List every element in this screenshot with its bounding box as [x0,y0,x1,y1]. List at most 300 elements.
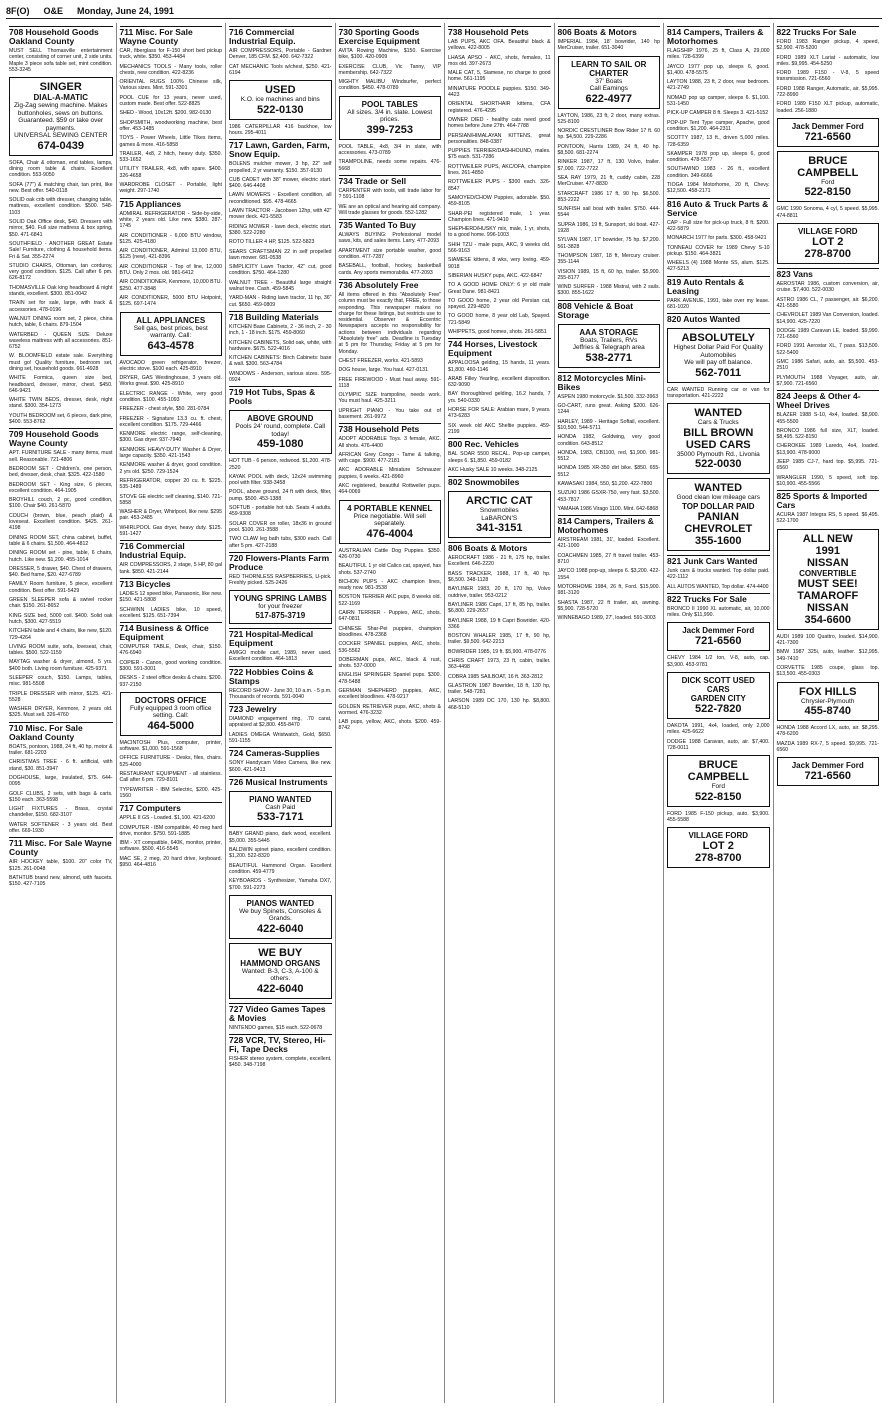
classified-ad: GREEN SLEEPER sofa & swivel rocker chair. $150. 261-8652 [9,597,113,610]
classified-ad: VISION 1989, 15 ft, 60 hp, trailer. $5,900. 255-8177 [557,268,660,281]
classified-ad: WHEELS (4) 1988 Monte SS, alum. $125. 427-5213 [667,260,770,273]
classified-ad: BLAZER 1988 S-10, 4x4, loaded. $8,900. 455-5500 [776,412,879,425]
classified-ad: ARAB Filley Yearling, excellent disposition. 632-9090 [448,375,551,389]
display-ad-box [777,223,880,264]
classified-ad: SIAMESE kittens, 8 wks, very loving. 459-9018 [448,257,551,270]
display-ad-line: Wanted: B-3, C-3, A-100 & others. [241,967,319,983]
display-ad-line: 459-1080 [257,438,304,451]
classified-ad: YARD-MAN - Riding lawn tractor, 11 hp, 36" cut. $650. 459-0809 [229,295,332,308]
classified-ad: WASHER & Dryer, Whirlpool, like new. $295 pair. 453-2485 [119,509,222,522]
issue-date: Monday, June 24, 1991 [77,6,174,16]
classified-ad: KING SIZE bed, 5000 coil. $400. Solid oak hutch, $300. 427-5519 [9,612,113,625]
classified-ad: WIND SURFER - 1988 Mistral, with 2 sails. $300. 855-1622 [557,284,660,297]
classified-ad: AEROCRAFT 1986 - 21 ft, 175 hp, trailer. Excellent. 646-2220 [448,555,551,568]
display-ad-line: CONVERTIBLE [799,568,857,578]
classified-ad: SHEPHERD/HUSKY mix, male, 1 yr, shots, to a good home. 996-1003 [448,226,551,239]
classified-ad: BOSTON TERRIER AKC pups, 8 weeks old. 522-1169 [338,594,441,607]
classified-ad: WARDROBE CLOSET - Portable, light weight. 297-1740 [119,182,222,195]
display-ad-line: 1991 [815,544,840,557]
display-ad-line: TAMAROFF [797,589,859,602]
section-heading: 808 Vehicle & Boat Storage [558,300,661,320]
display-ad-line: ALL NEW [802,532,853,545]
section-heading: 821 Junk Cars Wanted [667,555,770,566]
classified-ad: TWO CLAW leg bath tubs, $300 each. Call after 5 pm. 427-2188 [229,536,332,549]
classified-ad: POP-UP Tent Type camper, Apache, good condition. $1,200. 464-2311 [667,119,770,132]
display-ad-line: All sizes. 3/4 in. slate. Lowest prices. [347,108,433,124]
classified-ad: UPRIGHT PIANO - You take out of basement. 261-9972 [338,407,441,420]
display-ad-box [229,791,332,828]
display-ad-line: 721-6560 [804,770,851,783]
classified-ad: WHITE Formica, queen size bed, headboard, dresser, mirror, chest. $450. 646-9421 [9,375,113,394]
classified-ad: RESTAURANT EQUIPMENT - all stainless. Call after 6 pm. 729-8101 [119,771,222,784]
classified-ad: BOLENS mulcher mower, 3 hp, 22" self propelled, 2 yr warranty. $150. 357-9130 [229,161,332,174]
display-ad-line: CAMPBELL [797,166,859,179]
classified-ad: KITCHEN table and 4 chairs, like new, $120. 729-4264 [9,628,113,641]
classified-ad: LIGHT FIXTURES - Brass, crystal chandelier, $150. 682-3107 [9,806,113,819]
classified-ad: DESKS - 2 steel office desks & chairs. $200. 937-2150 [119,675,222,688]
classified-ad: ADOPT ADORABLE Toys. 3 female, AKC. All shots. 476-4400 [338,436,441,449]
section-heading: 717 Computers [120,802,223,813]
classified-ad: CAT MECHANIC Tools w/chest, $250. 421-6194 [229,63,332,76]
display-ad-line: 455-8740 [804,705,851,718]
classified-ad: CAR, fiberglass for F-150 short bed pickup truck, white. $350. 453-4484 [119,48,222,61]
display-ad-line: We will pay off balance. [684,359,753,367]
classified-ad: FORD 1989 F150 XLT pickup, automatic, loaded. 256-1880 [776,101,879,114]
display-ad-line: FOX HILLS [799,685,857,698]
classified-ad: FORD 1983 Ranger pickup, 4 speed, $2,900. 478-5200 [776,39,879,52]
classified-ad: HOT TUB - 6 person, redwood. $1,200. 478-2520 [229,458,332,471]
classified-ad: OFFICE FURNITURE - Desks, files, chairs. 525-4000 [119,755,222,768]
classified-column [554,23,664,1403]
display-ad-line: Good clean low mileage cars [676,494,760,502]
classified-ad: AKC ADORABLE Miniature Schnauzer puppies, 6 weeks. 421-8960 [338,467,441,480]
display-ad-line: Chrysler-Plymouth [801,697,855,705]
section-heading: 735 Wanted To Buy [339,219,442,230]
display-ad-box [777,529,880,630]
classified-ad: STARCRAFT 1986 17 ft, 90 hp. $6,500. 853-2222 [557,190,660,203]
display-ad-box [229,590,332,624]
classified-ad: MACINTOSH Plus, computer, printer, software. $1,000. 591-1568 [119,739,222,753]
classified-ad: AIR CONDITIONER, Kenmore, 10,000 BTU. $250. 477-3848 [119,279,222,292]
display-ad-line: SINGER [39,81,82,94]
classified-ad: NOMAD pop up camper, sleeps 6. $1,100. 531-1450 [667,94,770,108]
classified-ad: DOG house, large. You haul. 427-0131 [338,367,428,374]
classified-ad: KITCHEN CABINETS, Solid oak, white, with hardware. $675. 522-4016 [229,339,332,352]
classified-ad: TOYS - Power Wheels, Little Tikes items, games & more. 416-5858 [119,135,222,148]
display-ad-box [667,755,770,807]
classified-ad: ELECTRIC RANGE - White, very good condition. $100. 455-1093 [119,390,222,403]
display-ad-box [667,478,770,551]
classified-column [6,23,116,1403]
display-ad-line: PIANOS WANTED [246,898,315,908]
classified-ad: UTILITY TRAILER, 4x8, with spare. $400. 326-4658 [119,166,222,179]
classified-ad: AIR COMPRESSORS, Portable - Gardner Denver, 185 CFM. $2,400. 642-7322 [229,48,332,61]
display-ad-box [667,827,770,868]
classified-ad: HARLEY, 1989 - Heritage Softail, excellent. $10,500. 544-5711 [557,418,660,431]
classified-ad: SCOTTY 1987, 13 ft., driven 5,000 miles. 728-6359 [667,135,770,148]
classified-ad: COMPUTER - IBM compatible, 40 meg hard drive, monitor. $750. 591-1885 [119,824,222,837]
section-heading: 806 Boats & Motors [448,542,551,553]
classified-ad: APT. FURNITURE SALE - many items, must sell. Reasonable. 721-4806 [9,450,113,463]
display-ad-line: 278-8700 [695,852,742,865]
classified-ad: KENMORE electric range, self-cleaning, $300. Gas dryer. 937-7940 [119,431,222,444]
classified-ad: THOMASVILLE Oak king headboard & night stands, excellent. $300. 851-0042 [9,284,113,298]
display-ad-line: 422-6040 [257,982,304,995]
classified-ad: PARK AVENUE, 1991, take over my lease. 681-1020 [667,297,770,311]
classified-ad: MINIATURE POODLE puppies. $150. 349-4423 [448,85,551,99]
classified-ad: APPLE II GS - Loaded. $1,100. 421-6200 [119,815,215,822]
classified-ad: POOL TABLE, 4x8, 3/4 in slate, with accessories. 473-0789 [338,143,441,157]
section-heading: 806 Boats & Motors [558,26,661,37]
display-ad-line: Snowmobiles [479,507,519,515]
section-heading: 814 Campers, Trailers & Motorhomes [667,26,770,46]
section-heading: 734 Trade or Sell [339,175,442,186]
classified-ad: PUPPIES TERRIER/DASHHOUND, males. $75 each. 531-7286 [448,148,551,161]
classified-ad: GOLF CLUBS, 2 sets, with bags & carts. $150 each. 363-5598 [9,790,113,803]
display-ad-box [558,324,661,368]
display-ad-line: Zig-Zag sewing machine. Makes buttonholes, sews on buttons. Guaranteed. $59 or take over payments. [13,102,108,132]
classified-ad: WALNUT DINING room set, 2 piece, china hutch, table, 6 chairs. 879-1504 [9,315,113,329]
display-ad-line: Call Eamings [589,85,628,93]
classified-ad: BATHTUB brand new, almond, with faucets. $150. 427-7105 [9,874,113,888]
classified-ad: HONDA, 1983, CB1100, red, $1,900. 981-5512 [557,449,660,463]
classified-ad: All items offered in this "Absolutely Free" column must be exactly that, FREE, to those responding. This newspaper makes no charge for these listings, but restricts use to residential. Observer & Eccentric Newspapers accepts no responsibility for actions between individuals regarding "Absolutely free" ads. Deadline is Tuesday at 5 pm for Thursday, Friday at 5 pm for Monday. [338,291,441,355]
classified-ad: COPIER - Canon, good working condition. $300. 591-3001 [119,659,222,672]
section-heading: 722 Hobbies Coins & Stamps [229,666,332,686]
display-ad-line: USED CARS [685,438,751,451]
classified-column [663,23,773,1403]
classified-ad: CAIRN TERRIER - Puppies, AKC, shots. 647-0811 [338,610,441,623]
classified-ad: GERMAN SHEPHERD puppies, AKC, excellent bloodlines. 478-9217 [338,688,441,701]
classified-ad: WHIRLPOOL Gas dryer, heavy duty. $125. 591-1427 [119,524,222,538]
display-ad-line: 35000 Plymouth Rd., Livonia [676,450,760,458]
classified-ad: COACHMEN 1985, 27 ft travel trailer. 453-8710 [557,552,660,566]
classified-ad: SCHWINN LADIES bike, 10 speed, excellent. $125. 651-7394 [119,606,222,619]
display-ad-line: 341-3151 [476,522,523,535]
section-heading: 719 Hot Tubs, Spas & Pools [229,386,332,406]
classified-ad: AIRSTREAM 1981, 31', loaded. Excellent. 421-1000 [557,537,660,550]
section-heading: 711 Misc. For Sale Wayne County [120,26,223,46]
classified-ad: CHRISTMAS TREE - 6 ft. artificial, with stand, $30. 851-3947 [9,759,113,772]
classified-ad: LARSON 1989 DC 170, 130 hp. $8,800. 468-5110 [448,698,551,711]
classified-ad: SEA RAY 1979, 21 ft, cuddy cabin, 228 MerCruiser. 477-8830 [557,174,660,188]
section-heading: 727 Video Games Tapes & Movies [229,1003,332,1023]
section-heading: 716 Commercial Industrial Equip. [229,26,332,46]
classified-ad: BMW 1987 325i, auto, leather. $12,995. 349-7410 [776,649,879,662]
classified-ad: MOTORHOME 1984, 26 ft, Ford. $15,900. 981-3120 [557,583,660,597]
display-ad-line: 533-7171 [257,811,304,824]
section-heading: 723 Jewelry [229,703,332,714]
classified-ad: SUNFISH sail boat with trailer. $750. 444-5544 [557,206,660,219]
classified-ad: MAC SE, 2 meg, 20 hard drive, keyboard. $950. 464-4816 [119,855,222,869]
classified-ad: AIR CONDITIONER - 6,000 BTU window, $125. 425-4180 [119,232,222,245]
classified-ad: CORVETTE 1985 coupe, glass top. $13,500. 455-0303 [776,664,879,678]
classified-ad: ALL AUTOS WANTED, Top dollar. 474-4400 [667,583,769,590]
classified-ad: FORD 1989 F150 - V-8, 5 speed transmission. 721-6560 [776,70,879,83]
display-ad-line: WE BUY [258,946,303,959]
section-heading: 724 Cameras-Supplies [229,747,332,758]
display-ad-line: 37' Boats [595,77,623,85]
classified-ad: SUZUKI 1986 GSXR-750, very fast. $3,500. 453-7817 [557,490,660,503]
section-heading: 814 Campers, Trailers & Motorhomes [558,515,661,535]
classified-ad: TRAIN set for sale, large, with track & accessories. 478-0196 [9,300,113,313]
classified-ad: HONDA 1982, Goldwing, very good condition. 643-8512 [557,434,660,447]
display-ad-line: 476-4004 [366,527,413,540]
classified-ad: JEEP 1985 CJ-7, hard top. $5,995. 721-6560 [776,459,879,472]
display-ad-line: 422-6040 [257,922,304,935]
classified-ad: LAB PUPS, AKC OFA. Beautiful black & yellows. 422-8005 [448,39,551,52]
classified-ad: SHED - Wood, 10x12ft. $200. 982-0130 [119,110,212,117]
classified-ad: YOUTH BEDROOM set, 6 pieces, dark pine, $400. 553-8762 [9,412,113,426]
classified-ad: WINDOWS - Anderson, various sizes. 595-0924 [229,370,332,383]
classified-ad: STUDIO CHAIRS, Ottoman, tan corduroy, very good condition. $125. Call after 6 pm. 626-8172 [9,262,113,282]
classified-ad: RIDING MOWER - lawn deck, electric start. $380. 522-2280 [229,223,332,236]
section-heading: 714 Business & Office Equipment [120,622,223,642]
classified-ad: NINTENDO games, $15 each. 522-0678 [229,1024,323,1031]
classified-ad: ORIENTAL SHORTHAIR kittens, CFA registered. 476-4295 [448,101,551,114]
display-ad-line: Price negotiable. Will sell separately. [353,512,426,528]
display-ad-line: Ford [821,178,835,186]
classified-ad: CHEVY 1984 1/2 ton, V-8, auto, cap. $3,900. 453-9781 [667,655,770,668]
display-ad-line: POOL TABLES [361,99,418,109]
classified-ad: BRONCO II 1990 XL automatic, air, 10,000 miles. Only $11,990. [667,605,770,619]
masthead [6,4,882,19]
classified-ad: BICHON PUPS - AKC champion lines, ready now. 981-3538 [338,578,441,592]
classified-ad: AMIGO mobile cart, 1989, never used. Excellent condition. 464-1813 [229,649,332,663]
classified-ad: SOFA, Chair & ottoman, end tables, lamps, dining room table & chairs. Excellent condition. 553-9050 [9,159,113,179]
classified-ad: TO GOOD home, 8 year old Lab, Spayed. 721-5849 [448,313,551,326]
classified-ad: WHITE TWIN BEDS, dresser, desk, night stand. $300. 354-1273 [9,397,113,410]
display-ad-line: Boats, Trailers, RVs [580,336,638,344]
classified-ad: AUDI 1989 100 Quattro, loaded. $14,900. 421-7300 [776,633,879,647]
classified-ad: SHASTA 1987, 22 ft trailer, air, awning. $5,900. 728-5720 [557,599,660,612]
classified-ad: RECORD SHOW - June 30, 10 a.m. - 5 p.m. Thousands of records. 591-0040 [229,687,332,700]
section-heading: 738 Household Pets [339,423,442,434]
classified-ad: LHASA APSO - AKC, shots, females, 11 mos old. 397-2673 [448,54,551,67]
classified-ad: FREEZER - Signature 13.3 cu. ft. chest, excellent condition. $175. 729-4466 [119,415,222,428]
classified-ad: TRAMPOLINE, needs some repairs. 476-5668 [338,159,441,172]
classified-ad: ROTO TILLER 4 HP, $125. 522-5823 [229,239,315,246]
display-ad-line: MUST SEE! [797,577,858,590]
display-ad-line: Jack Demmer Ford [791,761,864,771]
classified-ad: KEYBOARDS - Synthesizer, Yamaha DX7, $700. 591-2273 [229,878,332,891]
classified-ad: SLEEPER couch, $150. Lamps, tables, misc. 981-5508 [9,674,113,688]
classified-ad: LAYTON, 1986, 23 ft, 2 door, many extras. 525-8100 [557,112,660,125]
display-ad-line: 538-2771 [585,351,632,364]
display-ad-box [448,491,551,538]
section-heading: 823 Vans [777,268,880,279]
display-ad-line: DICK SCOTT USED CARS [681,675,755,694]
classified-ad: ORIENTAL RUGS 100% Chinese silk, Various sizes. Mint. 591-3301 [119,79,222,92]
display-ad-line: 674-0439 [37,139,84,152]
section-heading: 711 Misc. For Sale Wayne County [9,838,112,858]
display-ad-line: 562-7011 [695,366,742,379]
display-ad-line: 399-7253 [366,123,413,136]
display-ad-line: Sell gas, best prices, best warranty. Call: [133,324,208,339]
classified-ad: COBRA 1985 SAILBOAT, 16 ft. 363-2812 [448,673,543,680]
section-heading: 816 Auto & Truck Parts & Service [667,198,769,218]
display-ad-box [777,757,880,786]
classified-ad: SHIH TZU - male pups, AKC, 9 weeks old. 566-9163 [448,241,551,255]
classified-ad: HONDA 1985 XR-350 dirt bike. $850. 655-5512 [557,465,660,478]
classified-ad: AEROSTAR 1986, custom conversion, air, cruise. $7,400. 522-0030 [776,281,879,294]
classified-ad: TONNEAU COVER for 1989 Chevy S-10 pickup. $150. 464-3821 [667,244,770,257]
classified-ad: DRYER, GAS Westinghouse, 3 years old. Works great. $90. 425-8910 [119,375,222,388]
classified-ad: AIR CONDITIONER, Admiral 13,000 BTU, $125 (new). 421-8396 [119,248,222,261]
classified-ad: ACURA 1987 Integra RS, 5 speed. $6,495. 522-1700 [776,512,879,525]
display-ad-line: 622-4977 [585,92,632,105]
section-heading: 716 Commercial Industrial Equip. [120,540,223,560]
classified-ad: SOUTHWIND 1983 - 26 ft., excellent condition. 349-6666 [667,166,770,179]
classified-ad: WINNEBAGO 1989, 27', loaded. 591-3003 [557,615,656,622]
classified-ad: MIGHTY MALIBU Windsurfer, perfect condition. $450. 478-0789 [338,79,441,92]
section-heading: 802 Snowmobiles [448,476,551,487]
display-ad-line: K.O. ice machines and bins [240,96,320,104]
classified-ad: FREE FIREWOOD - Must haul away. 591-1118 [338,376,441,389]
classified-columns [6,23,882,1403]
classified-ad: FLAGSHIP 1976, 25 ft, Class A, 29,000 miles. 728-6399 [667,48,770,61]
classified-ad: GOLDEN RETRIEVER pups, AKC, shots & wormed. 476-3232 [338,703,441,716]
display-ad-line: 355-1600 [695,534,742,547]
classified-ad: SYLVAN 1987, 17' bowrider, 75 hp. $7,200. 561-3828 [557,237,660,250]
classified-ad: PONTOON, Harris 1989, 24 ft, 40 hp. $8,500. 681-2274 [557,143,660,157]
display-ad-box [667,672,770,719]
classified-ad: FAMILY Room furniture, 5 piece, excellent condition. Best offer. 591-5429 [9,581,113,594]
classified-ad: BAYLINER 1986 Capri, 17 ft, 85 hp, trailer. $6,800. 229-2657 [448,601,551,615]
section-heading: 717 Lawn, Garden, Farm, Snow Equip. [229,140,330,160]
section-heading: 824 Jeeps & Other 4-Wheel Drives [777,390,880,410]
classified-ad: IMPERIAL 1984, 18' bowrider, 140 hp MerCruiser, trailer. 651-3040 [557,39,660,52]
classified-ad: SAMOYED/CHOW Puppies, adorable. $50. 459-8105 [448,194,551,208]
display-ad-box [229,895,332,939]
display-ad-line: Jack Demmer Ford [791,121,864,131]
classified-ad: APARTMENT size portable washer, good condition. 477-7287 [338,247,441,261]
classified-ad: SOLAR COVER on roller, 18x36 in ground pool. $100. 261-3588 [229,520,332,533]
classified-ad: GO-CART, runs great. Asking $200. 626-1244 [557,403,660,416]
display-ad-line: 522-0130 [257,103,304,116]
classified-ad: PLYMOUTH 1988 Voyager, auto, air. $7,900. 721-6560 [776,374,879,387]
classified-ad: SIX week old AKC Sheltie puppies. 459-2199 [448,422,551,435]
display-ad-line: LOT 2 [812,236,844,249]
classified-ad: BRONCO 1986 full size, XLT, loaded. $8,495. 522-8150 [776,427,879,441]
display-ad-line: Pools 24' round, complete. Call today! [235,423,326,438]
classified-ad: MECHANICS TOOLS - Many tools, roller chests, new condition. 422-8236 [119,63,222,76]
section-heading: 822 Trucks For Sale [777,26,880,37]
display-ad-line: 522-8150 [804,186,851,199]
classified-ad: SOLID Oak Office desk, $40. Dressers with mirror, $40. Full size mattress & box spring, $50. 471-6841 [9,219,113,238]
display-ad-box [229,943,332,999]
classified-ad: ROTTWEILER PUPS, AKC/OFA, champion lines. 261-4850 [448,163,551,177]
display-ad-line: 522-8150 [695,790,742,803]
classified-ad: ROTTWEILER PUPS - $300 each. 326-8547 [448,179,551,192]
classified-ad: MALE CAT, 5, Siamese, no charge to good home. 561-1195 [448,70,551,83]
classified-ad: JAYCO 1977 pop up, sleeps 6, good. $1,400. 478-5575 [667,63,770,76]
classified-ad: CAP - Full size for pick-up truck, 8 ft. $200. 422-5879 [667,219,770,232]
classified-ad: LIVING ROOM suite, sofa, loveseat, chair, tables. $500. 522-1159 [9,643,113,657]
section-heading: 713 Bicycles [120,578,223,589]
classified-ad: WATER SOFTENER - 3 years old. Best offer. 669-1930 [9,821,113,835]
classified-ad: THOMPSON 1987, 18 ft, Mercury cruiser. 355-1144 [557,252,660,266]
classified-ad: BROYHILL couch, 2 pc, good condition, $100. Chair $40. 261-5870 [9,497,113,510]
classified-ad: COMPUTER TABLE, Desk, chair, $150. 476-6940 [119,644,222,657]
section-heading: 820 Autos Wanted [667,313,770,324]
display-ad-line: AAA STORAGE [579,327,639,337]
page-number: 8F(O) [6,6,30,16]
classified-ad: WALNUT TREE - Beautiful large straight walnut tree. Cash. 459-5845 [229,279,332,293]
classified-ad: BASS TRACKER, 1988, 17 ft, 40 hp. $6,500. 348-1128 [448,570,551,584]
classified-ad: MONARCH 1977 for parts. $300. 458-9421 [667,235,767,242]
classified-ad: LADIES 12 speed bike, Panasonic, like new. $150. 421-5808 [119,590,222,604]
classified-ad: LAWN TRACTOR - Jacobsen 12hp, with 42" mower deck. 421-5583 [229,208,332,221]
display-ad-line: BILL BROWN [683,426,754,439]
classified-ad: DINING ROOM SET, china cabinet, buffet, table & 6 chairs. $1,500. 464-4812 [9,534,113,547]
classified-ad: SOFTUB - portable hot tub. Seats 4 adults. 459-9308 [229,505,332,518]
classified-ad: POOL, above ground, 24 ft with deck, filter, pump. $500. 453-1388 [229,489,332,502]
classified-ad: AUSTRALIAN Cattle Dog Puppies. $350. 426-0730 [338,547,441,560]
display-ad-line: CAMPBELL [687,771,749,784]
display-ad-line: LEARN TO SAIL OR CHARTER [571,59,647,78]
classified-ad: AKC Husky SALE 10 weeks. 348-2125 [448,466,538,473]
classified-ad: TO A GOOD HOME ONLY: 6 yr old male Great Dane. 981-8421 [448,282,551,295]
display-ad-line: NISSAN [806,601,849,614]
classified-ad: CARPENTER with tools, will trade labor for ? 591-1108 [338,187,441,201]
classified-ad: HONDA 1988 Accord LX, auto, air. $8,295. 478-6200 [776,725,879,738]
display-ad-line: TOP DOLLAR PAID [682,501,755,511]
display-ad-line: GARDEN CITY [690,693,746,703]
display-ad-box [339,96,442,140]
classified-ad: SOFA (77") & matching chair, tan print, like new. Best offer. 540-0118 [9,181,113,194]
classified-ad: SOUTHFIELD - ANOTHER GREAT Estate Sale! Furniture, clothing & household items. Fri & Sat. 355-2274 [9,240,113,260]
display-ad-line: Jack Demmer Ford [682,626,755,636]
classified-ad: SKAMPER 1978 pop up, sleeps 6, good condition. 478-5577 [667,150,770,164]
display-ad-line: 4 PORTABLE KENNEL [347,503,433,513]
display-ad-box [339,500,442,544]
classified-ad: RINKER 1987, 17 ft, 130 Volvo, trailer. $7,000. 722-7722 [557,159,660,172]
classified-ad: WRANGLER 1990, 5 speed, soft top. $10,900. 455-5566 [776,474,879,487]
display-ad-box [229,410,332,454]
display-ad-line: for your freezer [258,603,303,611]
classified-ad: AIR HOCKEY table, $100. 20" color TV, $125. 261-0048 [9,859,113,872]
classified-ad: COUCH (brown, blue, peach plaid) & loveseat. Excellent condition. $425. 261-4198 [9,512,113,532]
display-ad-line: VILLAGE FORD [688,831,749,841]
display-ad-box [777,118,880,147]
classified-ad: AVOCADO green refrigerator, freezer, electric stove. $100 each. 425-8910 [119,359,222,372]
classified-ad: DINING ROOM set - pine, table, 6 chairs, hutch. Like new. $1,200. 455-1014 [9,550,113,563]
display-ad-box [777,151,880,203]
classified-column [335,23,445,1403]
classified-ad: WASHER DRYER, Kenmore, 2 years old. $325. Must sell. 326-4760 [9,706,113,719]
classified-ad: BAYLINER 1983, 20 ft, 170 hp, Volvo outdrive, trailer. 953-0212 [448,586,551,599]
classified-ad: AKC registered, beautiful Rottweiler pups. 464-0069 [338,483,441,496]
classified-ad: WE are an optical and hearing aid company. Will trade glasses for goods. 552-1282 [338,203,441,216]
display-ad-line: CHEVROLET [684,522,753,535]
display-ad-line: 517-875-3719 [255,610,306,620]
display-ad-line: 464-5000 [147,719,194,732]
classified-ad: SUPRA 1986, 19 ft, Sunsport, ski boat. 427-1928 [557,221,660,235]
section-heading: 736 Absolutely Free [339,279,442,290]
classified-ad: AIR CONDITIONER, 5000 BTU Hotpoint, $125. 697-1474 [119,294,222,308]
classified-ad: BAY thoroughbred gelding, 16.2 hands, 7 yrs. 540-0330 [448,391,551,404]
section-heading: 708 Household Goods Oakland County [9,26,113,46]
display-ad-line: 721-6560 [695,635,742,648]
classified-ad: TRAILER, 4x8, 2 hitch, heavy duty. $350. 533-1652 [119,150,222,164]
display-ad-line: We buy Spinets, Consoles & Grands. [239,907,322,923]
display-ad-line: 354-6600 [804,613,851,626]
display-ad-line: WANTED [694,407,743,420]
display-ad-box [9,77,113,156]
display-ad-line: PIANO WANTED [249,794,312,804]
display-ad-line: DOCTORS OFFICE [135,695,207,705]
